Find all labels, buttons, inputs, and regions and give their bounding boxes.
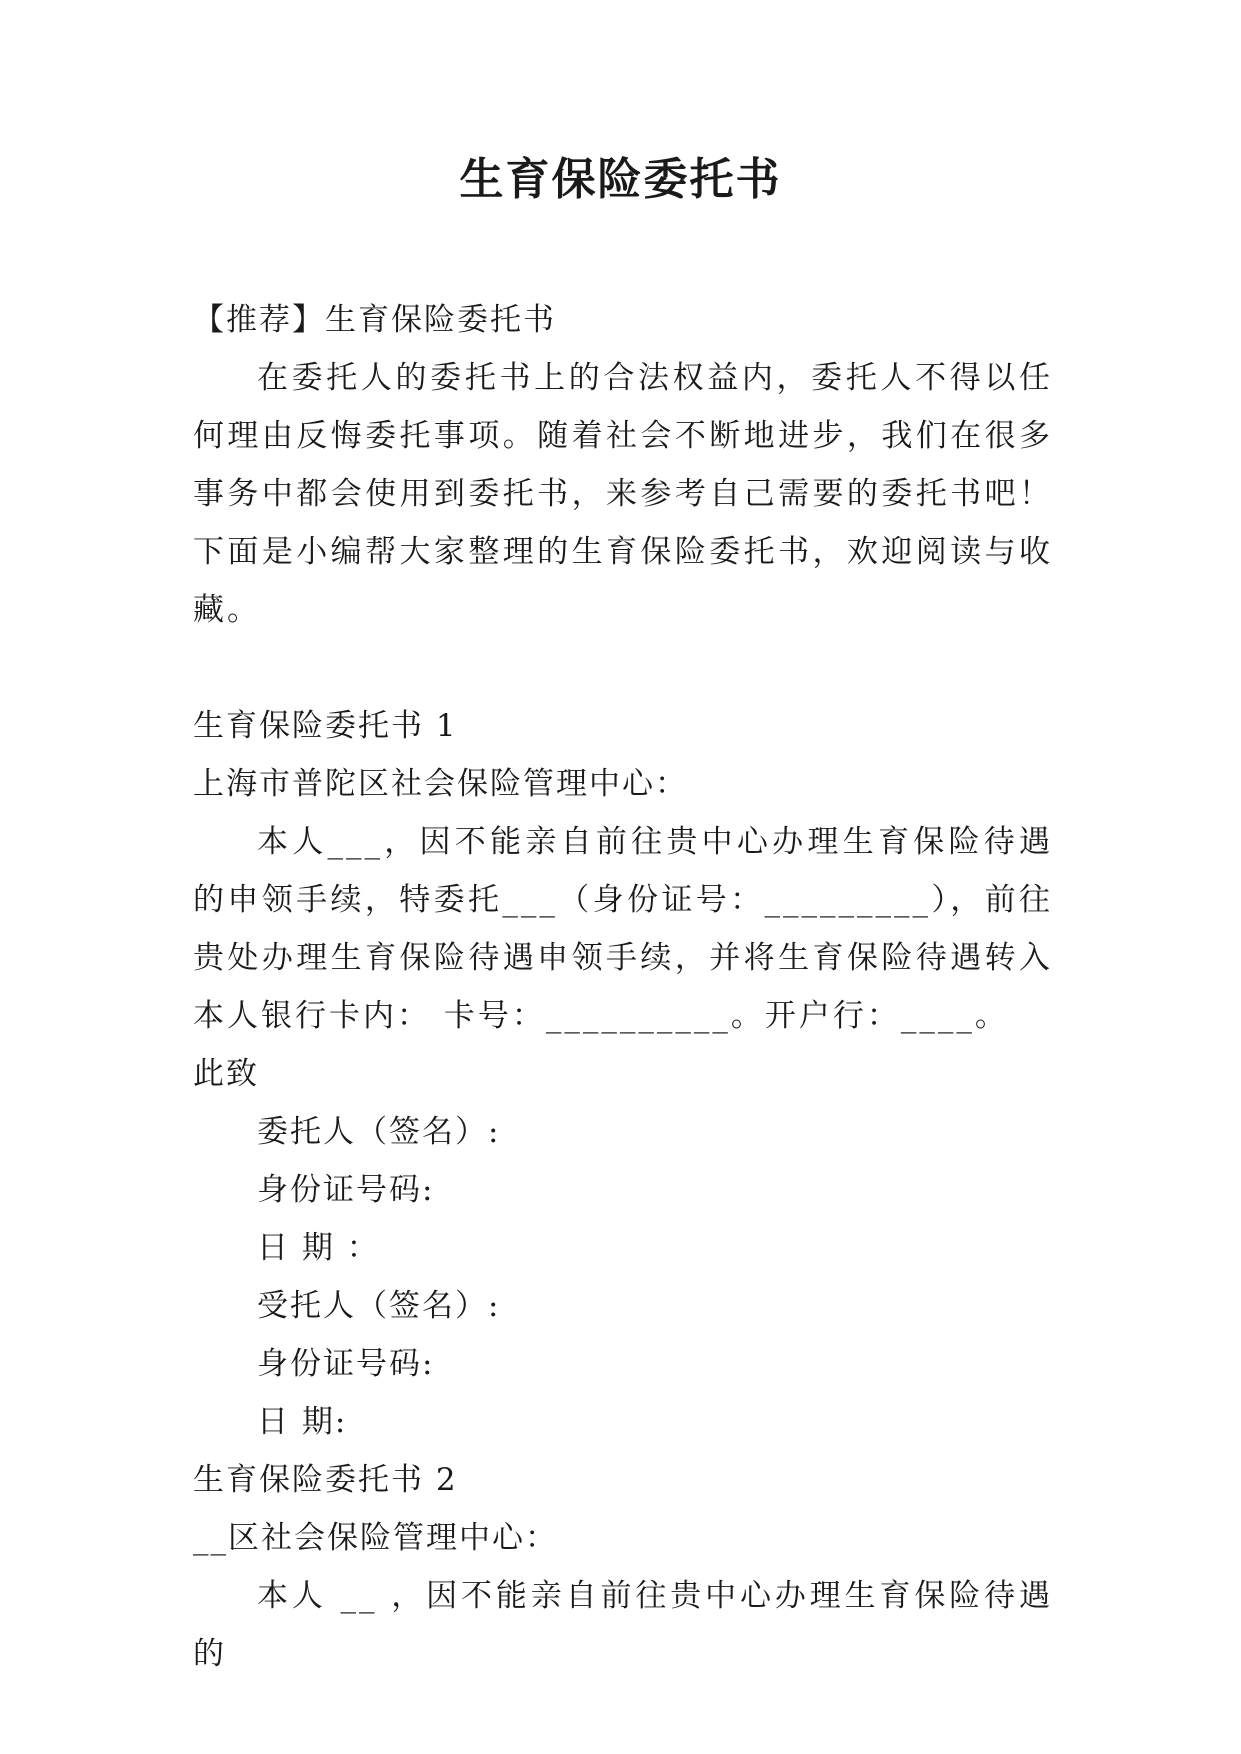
signature-field: 身份证号码: [257,1346,435,1382]
signature-field: 受托人（签名）: [257,1288,501,1324]
document-title: 生育保险委托书 [459,154,782,205]
signature-field: 日 期 ： [257,1230,380,1266]
section2-body: 本人 __ ，因不能亲自前往贵中心办理生育保险待遇的 [193,1578,1053,1672]
section2-addressee: __区社会保险管理中心： [193,1520,558,1556]
signature-field: 委托人（签名）: [257,1114,501,1150]
signature-field: 身份证号码: [257,1172,435,1208]
document-body [193,291,1053,1683]
intro-paragraph: 在委托人的委托书上的合法权益内，委托人不得以任何理由反悔委托事项。随着社会不断地进步，我们在很多事务中都会使用到委托书，来参考自己需要的委托书吧！下面是小编帮大家整理的生育保险委托书，欢迎阅读与收藏。 [193,360,1053,628]
recommend-line: 【推荐】生育保险委托书 [193,302,556,338]
section1-addressee: 上海市普陀区社会保险管理中心： [193,766,688,802]
section1-heading: 生育保险委托书 1 [193,708,458,744]
paragraph-gap [193,639,1053,697]
section2-heading: 生育保险委托书 2 [193,1462,458,1498]
section1-closing: 此致 [193,1056,259,1092]
section1-body: 本人___，因不能亲自前往贵中心办理生育保险待遇的申领手续，特委托___（身份证号：_________），前往贵处办理生育保险待遇申领手续，并将生育保险待遇转入本人银行卡内： 卡号：__________。开户行：____。 [193,824,1053,1034]
signature-field: 日 期: [257,1404,348,1440]
